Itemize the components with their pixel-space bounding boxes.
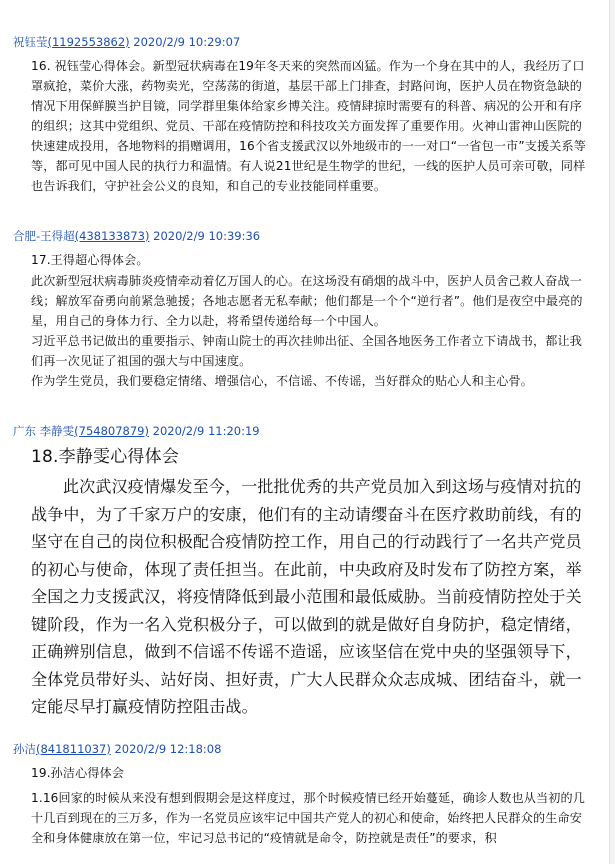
message-title: 17.王得超心得体会。: [31, 253, 149, 267]
message-item: [0, 423, 600, 721]
message-paragraph: 此次新型冠状病毒肺炎疫情牵动着亿万国人的心。在这场没有硝烟的战斗中，医护人员舍己救人奋战一线；解放军奋勇向前紧急驰援；各地志愿者无私奉献；他们都是一个个“逆行者”。他们是夜空中最亮的星，用自己的身体力行、全力以赴，将希望传递给每一个中国人。: [31, 274, 583, 328]
message-header: [0, 34, 600, 50]
message-header: [0, 741, 600, 757]
message-item: [0, 741, 600, 848]
message-header: [0, 228, 600, 244]
message-body: [0, 244, 600, 391]
sender-qq-link[interactable]: (1192553862): [47, 35, 130, 49]
message-body: [0, 50, 600, 196]
message-paragraph: 此次武汉疫情爆发至今，一批批优秀的共产党员加入到这场与疫情对抗的战争中，为了千家万户的安康，他们有的主动请缨奋斗在医疗救助前线，有的坚守在自己的岗位积极配合疫情防控工作，用自己的行动践行了一名共产党员的初心与使命，体现了责任担当。在此前，中央政府及时发布了防控方案，举全国之力支援武汉，将疫情降低到最小范围和最低威胁。当前疫情防控处于关键阶段，作为一名入党积极分子，可以做到的就是做好自身防护，稳定情绪，正确辨别信息，做到不信谣不传谣不造谣，应该坚信在党中央的坚强领导下，全体党员带好头、站好岗、担好责，广大人民群众众志成城、团结奋斗，就一定能尽早打赢疫情防控阻击战。: [31, 477, 582, 716]
message-item: [0, 228, 600, 391]
message-title: 19.孙洁心得体会: [31, 766, 125, 780]
message-paragraph: 1.16回家的时候从来没有想到假期会是这样度过，那个时候疫情已经开始蔓延，确诊人数也从当初的几十几百到现在的三万多，作为一名党员应该牢记中国共产党人的初心和使命，始终把人民群众的生命安全和身体健康放在第一位，牢记习总书记的“疫情就是命令，防控就是责任”的要求，积: [31, 791, 586, 845]
sender-name[interactable]: 合肥-王得超: [13, 229, 75, 243]
message-body: [0, 757, 600, 848]
message-paragraph: 作为学生党员，我们要稳定情绪、增强信心，不信谣、不传谣，当好群众的贴心人和主心骨。: [31, 374, 533, 388]
message-time: 2020/2/9 10:39:36: [153, 229, 261, 243]
sender-qq-link[interactable]: (438133873): [74, 229, 150, 243]
sender-name[interactable]: 孙洁: [13, 742, 36, 756]
message-time: 2020/2/9 12:18:08: [114, 742, 222, 756]
message-time: 2020/2/9 11:20:19: [152, 424, 260, 438]
scrollbar[interactable]: [609, 0, 615, 864]
message-body: [0, 439, 600, 721]
sender-qq-link[interactable]: (754807879): [74, 424, 149, 438]
message-time: 2020/2/9 10:29:07: [133, 35, 241, 49]
message-title: 18.李静雯心得体会: [31, 447, 180, 467]
message-paragraph: 16. 祝钰莹心得体会。新型冠状病毒在19年冬天来的突然而凶猛。作为一个身在其中的人，我经历了口罩疯抢，菜价大涨，药物卖光，空荡荡的街道，基层干部上门排查，封路问询，医护人员在物资急缺的情况下用保鲜膜当护目镜，同学群里集体给家乡博关注。疫情肆掠时需要有的科普、病况的公开和有序的组织；这其中党组织、党员、干部在疫情防控和科技攻关方面发挥了重要作用。火神山雷神山医院的快速建成投用，各地物料的捐赠调用，16个省支援武汉以外地级市的一一对口“一省包一市”支援关系等等，都可见中国人民的执行力和温情。有人说21世纪是生物学的世纪，一线的医护人员可亲可敬，同样也告诉我们，守护社会公义的良知，和自己的专业技能同样重要。: [31, 59, 587, 193]
sender-name[interactable]: 祝钰莹: [13, 35, 48, 49]
message-header: [0, 423, 600, 439]
message-paragraph: 习近平总书记做出的重要指示、钟南山院士的再次挂帅出征、全国各地医务工作者立下请战书，都让我们再一次见证了祖国的强大与中国速度。: [31, 334, 582, 368]
sender-name[interactable]: 广东 李静雯: [13, 424, 75, 438]
sender-qq-link[interactable]: (841811037): [36, 742, 111, 756]
message-item: [0, 34, 600, 196]
